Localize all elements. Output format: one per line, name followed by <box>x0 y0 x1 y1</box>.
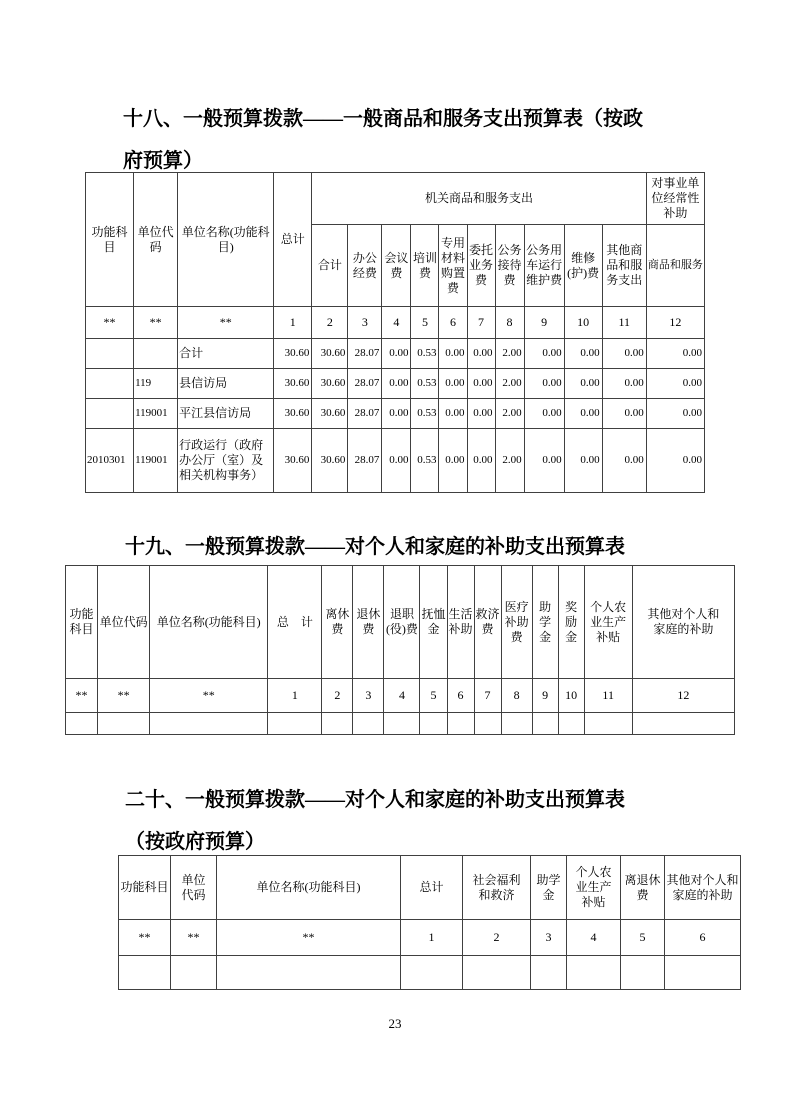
col-index: ** <box>98 679 150 713</box>
th-retirement-fee: 离退休费 <box>621 856 665 920</box>
cell <box>420 713 447 735</box>
cell <box>384 713 420 735</box>
th-living-allowance: 生活补助 <box>447 566 474 679</box>
section-20-title: 二十、一般预算拨款——对个人和家庭的补助支出预算表（按政府预算） <box>125 789 625 853</box>
cell: 119001 <box>134 429 178 493</box>
col-index: ** <box>171 920 217 956</box>
col-index: 7 <box>474 679 501 713</box>
header-row <box>66 566 735 679</box>
data-row-total <box>86 339 705 369</box>
cell: 0.00 <box>564 369 602 399</box>
cell <box>532 713 558 735</box>
cell: 0.53 <box>411 369 439 399</box>
col-index: ** <box>66 679 98 713</box>
cell: 0.00 <box>382 339 411 369</box>
th-relief-fee: 救济费 <box>474 566 501 679</box>
col-index: 11 <box>584 679 632 713</box>
section-19-title: 十九、一般预算拨款——对个人和家庭的补助支出预算表 <box>125 536 625 558</box>
th-other-individual-family-subsidy: 其他对个人和家庭的补助 <box>632 566 734 679</box>
cell: 0.00 <box>382 369 411 399</box>
table-19-individual-family-subsidy <box>65 565 735 735</box>
cell <box>447 713 474 735</box>
cell: 合计 <box>178 339 274 369</box>
cell: 0.53 <box>411 339 439 369</box>
th-student-grant: 助学金 <box>531 856 567 920</box>
cell: 0.00 <box>524 399 564 429</box>
col-index: ** <box>134 307 178 339</box>
cell: 30.60 <box>274 399 312 429</box>
cell <box>353 713 384 735</box>
col-index: 8 <box>501 679 532 713</box>
cell: 119 <box>134 369 178 399</box>
th-unit-code: 单位代码 <box>98 566 150 679</box>
th-other-goods-services: 其他商品和服务支出 <box>602 225 646 307</box>
cell: 119001 <box>134 399 178 429</box>
cell: 30.60 <box>312 339 348 369</box>
cell: 县信访局 <box>178 369 274 399</box>
col-index: 3 <box>348 307 382 339</box>
cell <box>632 713 734 735</box>
cell <box>463 956 531 990</box>
cell: 0.00 <box>646 429 704 493</box>
th-official-vehicle-fee: 公务用车运行维护费 <box>524 225 564 307</box>
col-index: 6 <box>439 307 467 339</box>
col-index: 4 <box>384 679 420 713</box>
col-index: 10 <box>564 307 602 339</box>
cell: 0.00 <box>524 339 564 369</box>
cell <box>150 713 268 735</box>
section-18-title: 十八、一般预算拨款——一般商品和服务支出预算表（按政府预算） <box>123 108 643 172</box>
cell: 0.00 <box>439 399 467 429</box>
cell: 0.00 <box>646 369 704 399</box>
th-unit-code: 单位代码 <box>171 856 217 920</box>
cell: 0.00 <box>564 399 602 429</box>
cell <box>268 713 322 735</box>
th-social-welfare-relief: 社会福利和救济 <box>463 856 531 920</box>
cell <box>567 956 621 990</box>
cell: 0.00 <box>467 399 495 429</box>
col-index: 2 <box>463 920 531 956</box>
col-index: ** <box>150 679 268 713</box>
cell: 0.00 <box>382 429 411 493</box>
col-index: 2 <box>312 307 348 339</box>
data-row <box>86 429 705 493</box>
col-index: 5 <box>621 920 665 956</box>
column-index-row <box>66 679 735 713</box>
cell: 0.00 <box>602 429 646 493</box>
cell: 0.00 <box>439 429 467 493</box>
th-unit-name: 单位名称(功能科目) <box>217 856 401 920</box>
empty-row <box>119 956 741 990</box>
th-agricultural-production-subsidy: 个人农业生产补贴 <box>567 856 621 920</box>
cell: 0.00 <box>564 339 602 369</box>
cell <box>401 956 463 990</box>
th-function-subject: 功能科目 <box>119 856 171 920</box>
th-goods-and-services: 商品和服务 <box>646 225 704 307</box>
cell: 2.00 <box>495 399 524 429</box>
cell <box>584 713 632 735</box>
cell: 0.00 <box>602 399 646 429</box>
cell: 0.00 <box>467 369 495 399</box>
table-20-individual-family-subsidy-gov <box>118 855 741 990</box>
cell <box>86 339 134 369</box>
cell <box>86 369 134 399</box>
col-index: 12 <box>646 307 704 339</box>
th-repair-fee: 维修(护)费 <box>564 225 602 307</box>
th-agricultural-production-subsidy: 个人农业生产补贴 <box>584 566 632 679</box>
th-meeting-fee: 会议费 <box>382 225 411 307</box>
cell <box>665 956 741 990</box>
cell: 0.00 <box>382 399 411 429</box>
cell: 30.60 <box>274 429 312 493</box>
col-index: 1 <box>274 307 312 339</box>
cell <box>86 399 134 429</box>
col-index: 12 <box>632 679 734 713</box>
th-special-materials-fee: 专用材料购置费 <box>439 225 467 307</box>
cell: 0.00 <box>467 339 495 369</box>
cell: 0.00 <box>467 429 495 493</box>
col-index: 6 <box>447 679 474 713</box>
cell: 0.00 <box>439 339 467 369</box>
th-unit-name: 单位名称(功能科目) <box>178 173 274 307</box>
th-office-funds: 办公经费 <box>348 225 382 307</box>
cell <box>474 713 501 735</box>
cell: 28.07 <box>348 369 382 399</box>
th-other-individual-family-subsidy: 其他对个人和家庭的补助 <box>665 856 741 920</box>
col-index: 4 <box>567 920 621 956</box>
cell: 0.53 <box>411 429 439 493</box>
th-group-agency-goods-services: 机关商品和服务支出 <box>312 173 646 225</box>
cell: 30.60 <box>274 339 312 369</box>
col-index: 5 <box>411 307 439 339</box>
col-index: 3 <box>353 679 384 713</box>
col-index: ** <box>217 920 401 956</box>
th-lixiu-retirement-fee: 离休费 <box>322 566 353 679</box>
cell: 30.60 <box>312 399 348 429</box>
cell: 平江县信访局 <box>178 399 274 429</box>
empty-row <box>66 713 735 735</box>
col-index: 9 <box>532 679 558 713</box>
cell: 0.00 <box>646 339 704 369</box>
th-total: 总计 <box>274 173 312 307</box>
cell: 2.00 <box>495 429 524 493</box>
cell <box>621 956 665 990</box>
cell <box>322 713 353 735</box>
col-index: ** <box>86 307 134 339</box>
column-index-row <box>86 307 705 339</box>
page-number: 23 <box>388 1016 402 1031</box>
th-student-grant: 助学金 <box>532 566 558 679</box>
cell: 0.00 <box>564 429 602 493</box>
cell <box>217 956 401 990</box>
col-index: 8 <box>495 307 524 339</box>
cell: 2.00 <box>495 369 524 399</box>
data-row <box>86 399 705 429</box>
cell: 0.53 <box>411 399 439 429</box>
cell: 28.07 <box>348 429 382 493</box>
col-index: 10 <box>558 679 584 713</box>
cell: 0.00 <box>646 399 704 429</box>
th-unit-name: 单位名称(功能科目) <box>150 566 268 679</box>
cell <box>119 956 171 990</box>
col-index: 6 <box>665 920 741 956</box>
col-index: 1 <box>401 920 463 956</box>
cell: 30.60 <box>312 429 348 493</box>
cell: 2010301 <box>86 429 134 493</box>
th-official-reception-fee: 公务接待费 <box>495 225 524 307</box>
th-pension: 抚恤金 <box>420 566 447 679</box>
th-reward-grant: 奖励金 <box>558 566 584 679</box>
col-index: 9 <box>524 307 564 339</box>
th-function-subject: 功能科目 <box>66 566 98 679</box>
th-entrusted-business-fee: 委托业务费 <box>467 225 495 307</box>
col-index: 2 <box>322 679 353 713</box>
table-18-goods-services <box>85 172 705 493</box>
col-index: ** <box>119 920 171 956</box>
cell: 28.07 <box>348 399 382 429</box>
cell <box>66 713 98 735</box>
col-index: 3 <box>531 920 567 956</box>
col-index: 1 <box>268 679 322 713</box>
th-medical-subsidy-fee: 医疗补助费 <box>501 566 532 679</box>
th-tuixiu-retirement-fee: 退休费 <box>353 566 384 679</box>
col-index: 7 <box>467 307 495 339</box>
cell: 行政运行（政府办公厅（室）及相关机构事务） <box>178 429 274 493</box>
th-group-institution-subsidy: 对事业单位经常性补助 <box>646 173 704 225</box>
cell: 0.00 <box>524 369 564 399</box>
cell: 0.00 <box>439 369 467 399</box>
header-row-groups <box>86 173 705 225</box>
cell: 30.60 <box>274 369 312 399</box>
th-subtotal: 合计 <box>312 225 348 307</box>
th-unit-code: 单位代码 <box>134 173 178 307</box>
col-index: 11 <box>602 307 646 339</box>
col-index: 4 <box>382 307 411 339</box>
cell: 30.60 <box>312 369 348 399</box>
cell: 28.07 <box>348 339 382 369</box>
header-row <box>119 856 741 920</box>
th-resignation-fee: 退职(役)费 <box>384 566 420 679</box>
th-function-subject: 功能科目 <box>86 173 134 307</box>
cell: 2.00 <box>495 339 524 369</box>
cell <box>558 713 584 735</box>
cell <box>501 713 532 735</box>
cell <box>98 713 150 735</box>
th-total: 总 计 <box>268 566 322 679</box>
data-row <box>86 369 705 399</box>
cell: 0.00 <box>524 429 564 493</box>
th-total: 总计 <box>401 856 463 920</box>
cell: 0.00 <box>602 369 646 399</box>
col-index: 5 <box>420 679 447 713</box>
th-training-fee: 培训费 <box>411 225 439 307</box>
cell <box>171 956 217 990</box>
col-index: ** <box>178 307 274 339</box>
cell <box>531 956 567 990</box>
column-index-row <box>119 920 741 956</box>
cell: 0.00 <box>602 339 646 369</box>
cell <box>134 339 178 369</box>
